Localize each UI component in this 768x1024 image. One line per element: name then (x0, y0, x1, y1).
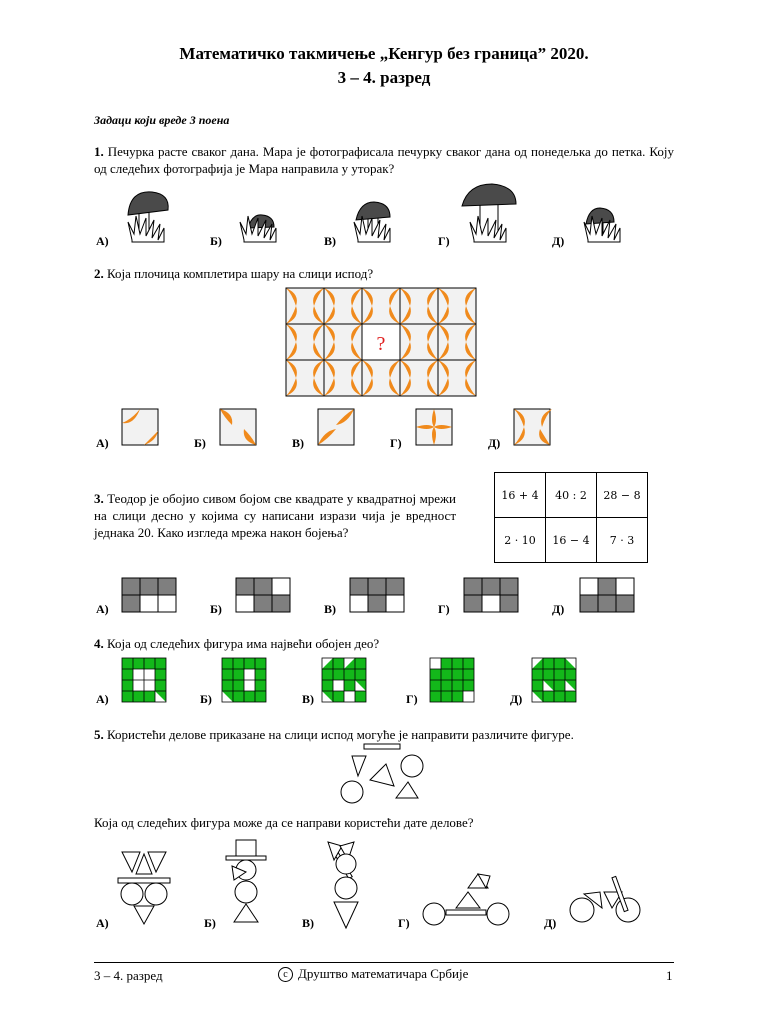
question-2 (94, 265, 373, 282)
green-figure-a[interactable] (122, 658, 166, 702)
pattern-grid (286, 288, 476, 398)
q2-option-a[interactable]: А) (96, 436, 109, 450)
tile-option-d[interactable] (514, 409, 552, 445)
grid-cell: 40 : 2 (546, 473, 597, 518)
grid-option-v[interactable] (350, 578, 404, 612)
footer-divider (94, 962, 674, 963)
q4-figures (0, 656, 768, 706)
page-number: 1 (666, 968, 673, 983)
grid-option-d[interactable] (580, 578, 634, 612)
mushroom-g[interactable] (462, 184, 516, 242)
q5-option-d[interactable]: Д) (544, 916, 557, 930)
figure-a[interactable] (118, 852, 170, 924)
question-text: Печурка расте сваког дана. Мара је фотографисала печурку сваког дана од понедељка до петка. Коју од следећих фотографија је Мара направила у уторак? (94, 144, 675, 176)
green-figure-g[interactable] (430, 658, 474, 702)
mushroom-options-figure (0, 180, 768, 250)
q3-option-v[interactable]: В) (324, 602, 336, 616)
question-number: 1. (94, 144, 104, 159)
copyright-icon: c (278, 967, 293, 982)
question-text: Теодор је обојио сивом бојом све квадрате у квадратној мрежи на слици десно у којима су написани изрази чија је вредност једнака 20. Како изгледа мрежа након бојења? (94, 491, 457, 540)
shape-pieces (330, 742, 440, 808)
circle-piece (341, 781, 363, 803)
figure-v[interactable] (328, 842, 358, 928)
grid-cell: 28 − 8 (597, 473, 648, 518)
tile-option-v[interactable] (318, 409, 354, 445)
question-text: Која од следећих фигура има највећи обојен део? (107, 636, 380, 651)
question-4 (94, 635, 379, 652)
green-figure-v[interactable] (322, 658, 366, 702)
q5-option-v[interactable]: В) (302, 916, 314, 930)
triangle-piece (352, 756, 366, 776)
q1-option-a[interactable]: А) (96, 234, 109, 248)
tile-option-g[interactable] (416, 409, 452, 445)
q3-grid-options (0, 576, 768, 616)
grid-cell: 16 + 4 (495, 473, 546, 518)
green-figure-d[interactable] (532, 658, 576, 702)
grid-option-a[interactable] (122, 578, 176, 612)
figure-b[interactable] (226, 840, 266, 922)
question-3 (94, 490, 456, 541)
section-heading: Задаци који вреде 3 поена (94, 113, 230, 127)
page-title: Математичко такмичење „Кенгур без граница” 2020. (179, 44, 589, 63)
q4-option-d[interactable]: Д) (510, 692, 523, 706)
question-1 (94, 143, 674, 177)
mushroom-a[interactable] (128, 192, 168, 242)
q1-option-g[interactable]: Г) (438, 234, 450, 248)
question-number: 2. (94, 266, 104, 281)
q3-option-a[interactable]: А) (96, 602, 109, 616)
q2-option-v[interactable]: В) (292, 436, 304, 450)
q3-option-d[interactable]: Д) (552, 602, 565, 616)
question-number: 3. (94, 491, 104, 506)
mushroom-v[interactable] (354, 202, 390, 242)
q3-option-b[interactable]: Б) (210, 602, 222, 616)
q2-option-d[interactable]: Д) (488, 436, 501, 450)
mushroom-d[interactable] (584, 208, 620, 242)
footer-grade: 3 – 4. разред (94, 968, 163, 983)
question-number: 4. (94, 636, 104, 651)
q2-option-b[interactable]: Б) (194, 436, 206, 450)
question-5 (94, 726, 574, 743)
triangle-piece (370, 764, 394, 786)
grid-cell: 2 · 10 (495, 518, 546, 563)
q1-option-v[interactable]: В) (324, 234, 336, 248)
tile-option-b[interactable] (220, 409, 256, 445)
q4-option-v[interactable]: В) (302, 692, 314, 706)
page-subtitle: 3 – 4. разред (337, 68, 431, 87)
q4-option-g[interactable]: Г) (406, 692, 418, 706)
q2-tile-options (0, 405, 768, 450)
green-figure-b[interactable] (222, 658, 266, 702)
question-text: Која плочица комплетира шару на слици испод? (107, 266, 374, 281)
expression-grid (494, 472, 648, 563)
grid-cell: 7 · 3 (597, 518, 648, 563)
q5-option-g[interactable]: Г) (398, 916, 410, 930)
q1-options (0, 180, 768, 250)
q1-option-b[interactable]: Б) (210, 234, 222, 248)
question-mark: ? (376, 333, 386, 355)
question-number: 5. (94, 727, 104, 742)
bar-piece (364, 744, 400, 749)
grid-option-g[interactable] (464, 578, 518, 612)
q1-option-d[interactable]: Д) (552, 234, 565, 248)
q4-option-a[interactable]: А) (96, 692, 109, 706)
q5-option-b[interactable]: Б) (204, 916, 216, 930)
footer-organization-name: Друштво математичара Србије (298, 966, 469, 981)
grid-option-b[interactable] (236, 578, 290, 612)
footer-organization (278, 966, 468, 982)
q3-option-g[interactable]: Г) (438, 602, 450, 616)
mushroom-b[interactable] (240, 215, 276, 242)
circle-piece (401, 755, 423, 777)
question-5-followup: Која од следећих фигура може да се направи користећи дате делове? (94, 815, 474, 830)
figure-d[interactable] (570, 876, 640, 922)
q5-figures (0, 836, 768, 936)
q5-option-a[interactable]: А) (96, 916, 109, 930)
triangle-piece (396, 782, 418, 798)
q2-option-g[interactable]: Г) (390, 436, 402, 450)
question-text: Користећи делове приказане на слици испод могуће је направити различите фигуре. (107, 727, 574, 742)
tile-option-a[interactable] (122, 409, 158, 445)
figure-g[interactable] (423, 874, 509, 925)
q4-option-b[interactable]: Б) (200, 692, 212, 706)
grid-cell: 16 − 4 (546, 518, 597, 563)
